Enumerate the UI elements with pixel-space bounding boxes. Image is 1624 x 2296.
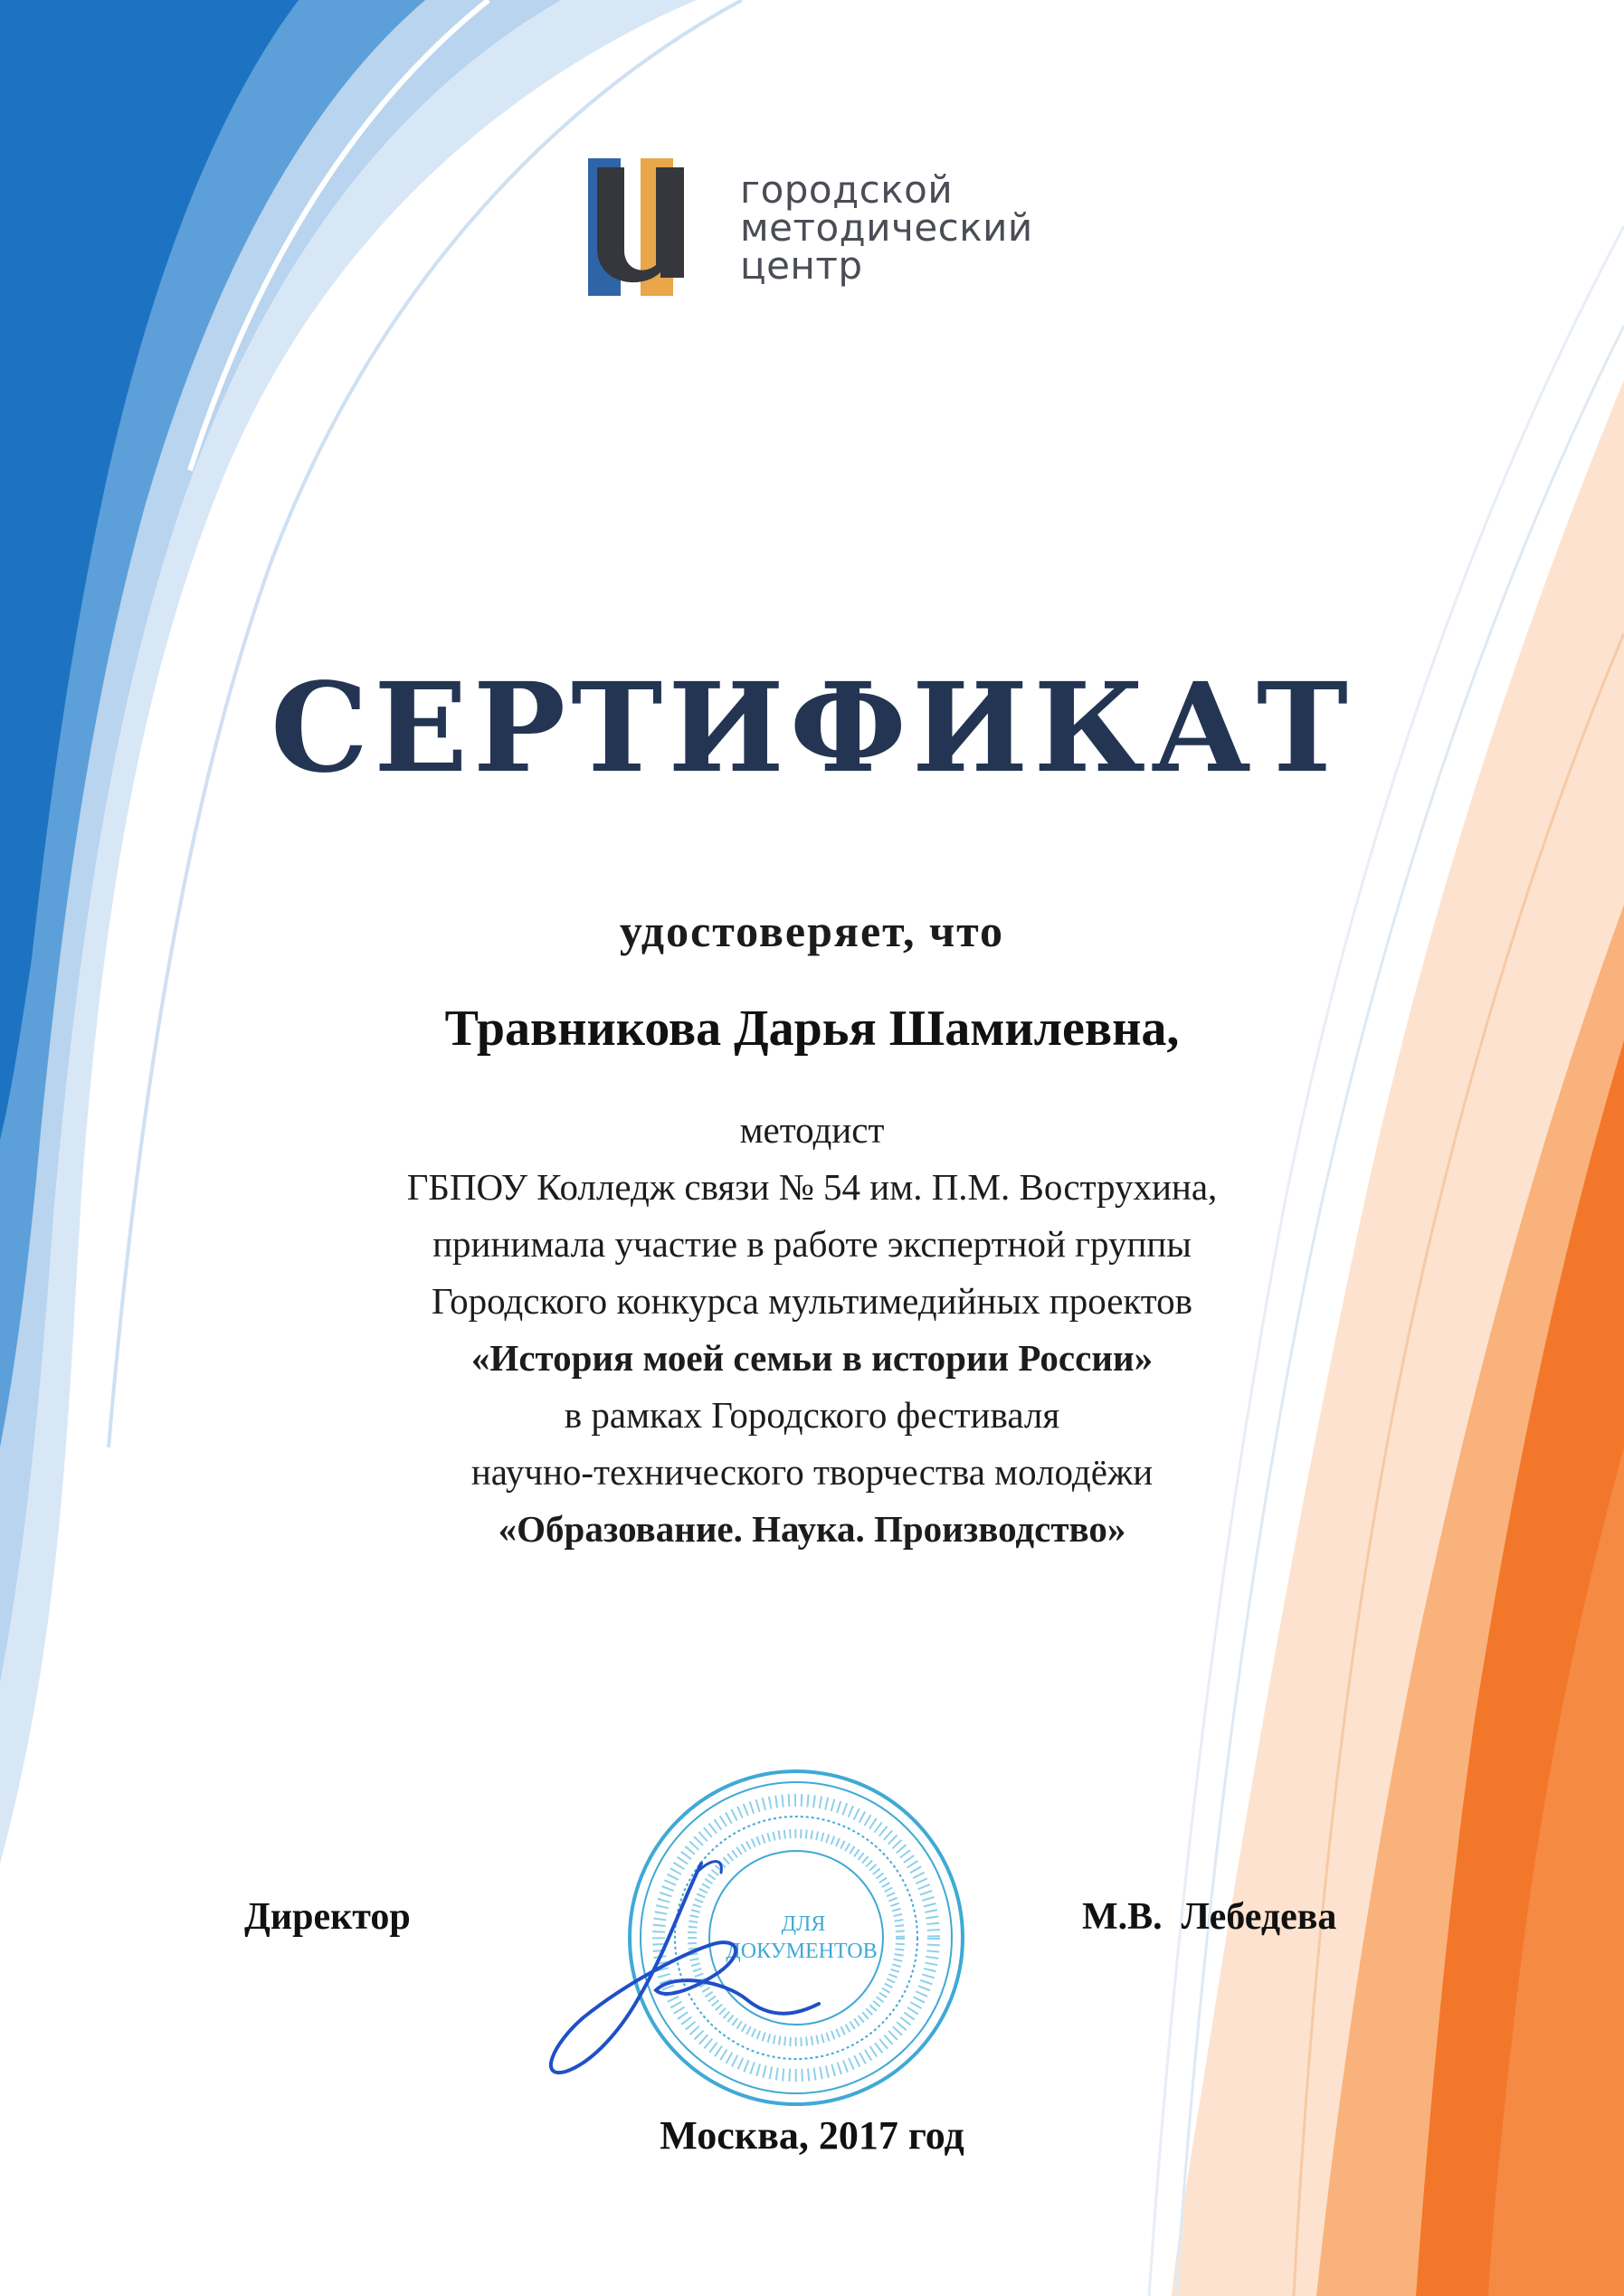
body-line-position: методист [739,1109,885,1151]
logo [588,158,1077,303]
director-name: М.В. Лебедева [1082,1896,1337,1938]
recipient-name: Травникова Дарья Шамилевна, [444,1001,1180,1057]
body-line-festival-topic: научно-технического творчества молодёжи [470,1451,1154,1493]
body-line-festival-title: «Образование. Наука. Производство» [498,1508,1126,1550]
body-line-festival: в рамках Городского фестиваля [564,1394,1060,1436]
stamp-center-text-2: ДОКУМЕНТОВ [726,1940,878,1963]
handwritten-signature [529,1845,828,2090]
stamp-center-text-1: ДЛЯ [781,1912,826,1936]
certifies-text: удостоверяет, что [619,906,1005,956]
director-label: Директор [244,1896,411,1938]
body-line-participation: принимала участие в работе экспертной группы [432,1223,1192,1265]
body-line-contest: Городского конкурса мультимедийных проектов [431,1280,1193,1322]
body-line-organization: ГБПОУ Колледж связи № 54 им. П.М. Вострухина, [406,1166,1218,1208]
logo-line-2: методический [740,205,1033,250]
logo-text [740,167,1033,288]
certificate-title: СЕРТИФИКАТ [270,656,1354,801]
body-line-contest-title: «История моей семьи в истории России» [470,1337,1154,1379]
logo-mark-icon [588,158,724,296]
city-year: Москва, 2017 год [660,2113,964,2158]
logo-line-1: городской [740,167,954,212]
certificate-body [0,1102,1624,1558]
logo-line-3: центр [740,243,863,288]
